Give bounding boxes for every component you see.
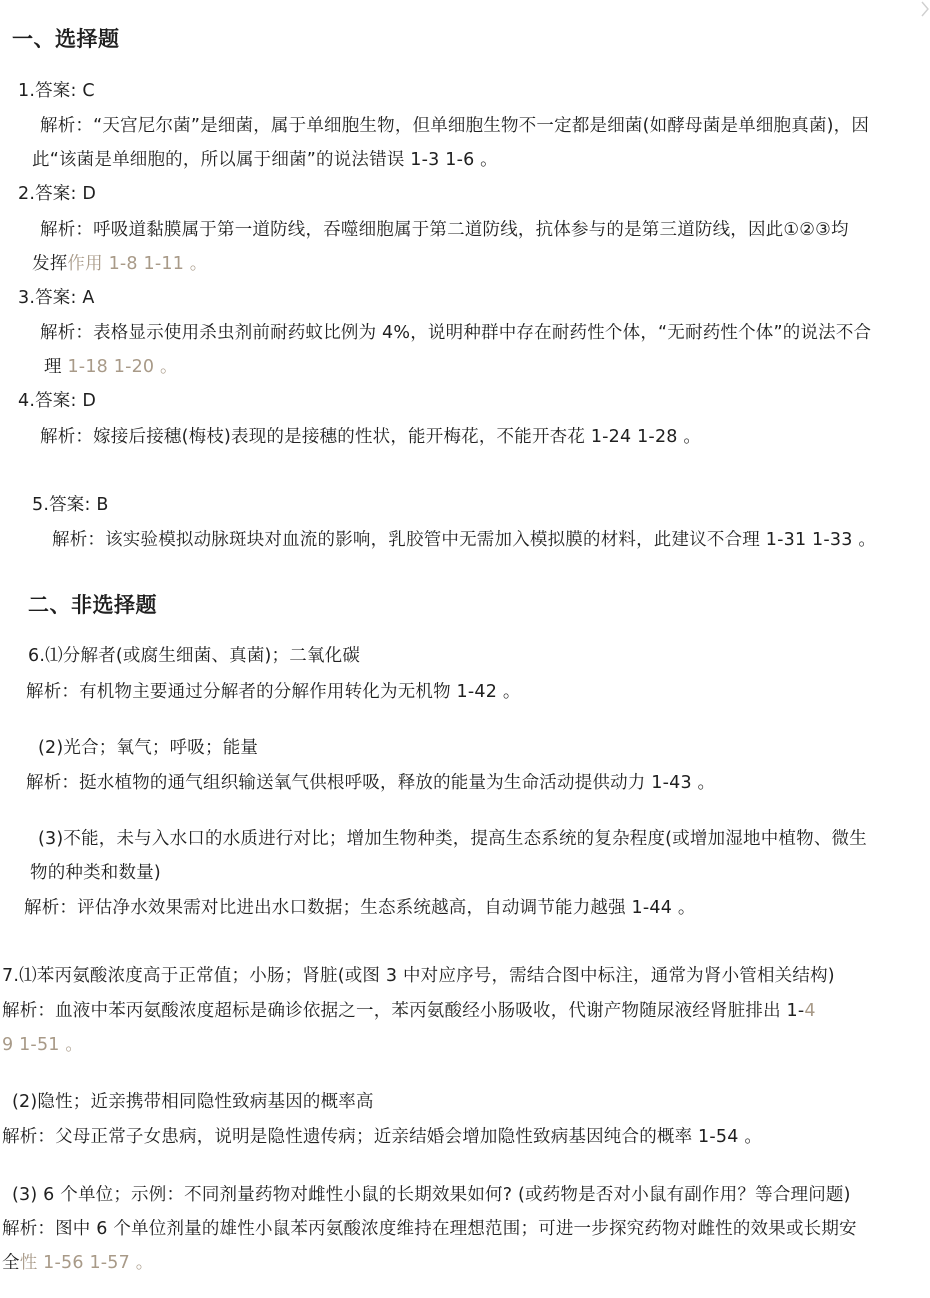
q7-part1-explanation-line1 xyxy=(2,998,816,1024)
q2-explanation-line2 xyxy=(32,251,208,277)
q2-explanation-line2-muted: 作用 1-8 1-11 。 xyxy=(67,254,208,274)
q2-explanation-line2-text: 发挥 xyxy=(32,254,68,274)
q6-part2-answer: (2)光合；氧气；呼吸；能量 xyxy=(38,738,259,758)
q3-explanation-line2-text: 理 xyxy=(44,357,68,377)
q6-part2-explanation: 解析：挺水植物的通气组织输送氧气供根呼吸，释放的能量为生命活动提供动力 1-43 。 xyxy=(26,773,716,793)
q7-part3-explanation-line2-muted: 性 1-56 1-57 。 xyxy=(19,1253,154,1273)
q7-part3-answer: (3) 6 个单位；示例：不同剂量药物对雌性小鼠的长期效果如何? (或药物是否对小鼠有副作用？等合理问题) xyxy=(12,1185,851,1205)
q3-answer: 3.答案: A xyxy=(18,288,95,308)
q7-part2-explanation: 解析：父母正常子女患病，说明是隐性遗传病；近亲结婚会增加隐性致病基因纯合的概率 1-54 。 xyxy=(2,1127,763,1147)
q3-explanation-line2 xyxy=(44,354,178,380)
q2-explanation-line1: 解析：呼吸道黏膜属于第一道防线，吞噬细胞属于第二道防线，抗体参与的是第三道防线，因此①②③均 xyxy=(40,220,849,240)
q1-answer: 1.答案: C xyxy=(18,81,95,101)
q3-explanation-line1: 解析：表格显示使用杀虫剂前耐药蚊比例为 4%，说明种群中存在耐药性个体，“无耐药性个体”的说法不合 xyxy=(40,323,872,343)
q7-part1-explanation-line2: 9 1-51 。 xyxy=(2,1035,84,1055)
q6-part1-explanation: 解析：有机物主要通过分解者的分解作用转化为无机物 1-42 。 xyxy=(26,682,521,702)
corner-decoration-icon xyxy=(920,0,930,18)
q7-part2-answer: (2)隐性；近亲携带相同隐性致病基因的概率高 xyxy=(12,1092,374,1112)
q6-part3-answer-line2: 物的种类和数量) xyxy=(30,863,161,883)
q4-explanation-line1: 解析：嫁接后接穗(梅枝)表现的是接穗的性状，能开梅花，不能开杏花 1-24 1-28 。 xyxy=(40,427,702,447)
q3-explanation-line2-muted: 1-18 1-20 。 xyxy=(67,357,178,377)
section-heading-choice: 一、选择题 xyxy=(12,27,120,51)
q6-part3-explanation: 解析：评估净水效果需对比进出水口数据；生态系统越高，自动调节能力越强 1-44 。 xyxy=(24,898,696,918)
section-heading-nonchoice: 二、非选择题 xyxy=(28,593,157,617)
q6-part1-answer: 6.⑴分解者(或腐生细菌、真菌)；二氧化碳 xyxy=(28,646,361,666)
q2-answer: 2.答案: D xyxy=(18,184,97,204)
q7-part1-answer: 7.⑴苯丙氨酸浓度高于正常值；小肠；肾脏(或图 3 中对应序号，需结合图中标注，通常为肾小管相关结构) xyxy=(2,966,835,986)
q7-part3-explanation-line1: 解析：图中 6 个单位剂量的雄性小鼠苯丙氨酸浓度维持在理想范围；可进一步探究药物对雌性的效果或长期安 xyxy=(2,1219,857,1239)
q5-answer: 5.答案: B xyxy=(32,495,109,515)
q7-part1-explanation-line1-text: 解析：血液中苯丙氨酸浓度超标是确诊依据之一，苯丙氨酸经小肠吸收，代谢产物随尿液经肾脏排出 1- xyxy=(2,1001,805,1021)
q1-explanation-line2: 此“该菌是单细胞的，所以属于细菌”的说法错误 1-3 1-6 。 xyxy=(32,150,498,170)
q7-part3-explanation-line2-text: 全 xyxy=(2,1253,20,1273)
q4-answer: 4.答案: D xyxy=(18,391,97,411)
q5-explanation-line1: 解析：该实验模拟动脉斑块对血流的影响，乳胶管中无需加入模拟膜的材料，此建议不合理 1-31 1-33 。 xyxy=(52,530,877,550)
q7-part3-explanation-line2 xyxy=(2,1250,153,1276)
q1-explanation-line1: 解析：“天宫尼尔菌”是细菌，属于单细胞生物，但单细胞生物不一定都是细菌(如酵母菌是单细胞真菌)，因 xyxy=(40,116,870,136)
q7-part1-explanation-line1-muted: 4 xyxy=(804,1001,816,1021)
q6-part3-answer-line1: (3)不能，未与入水口的水质进行对比；增加生物种类，提高生态系统的复杂程度(或增加湿地中植物、微生 xyxy=(38,829,867,849)
